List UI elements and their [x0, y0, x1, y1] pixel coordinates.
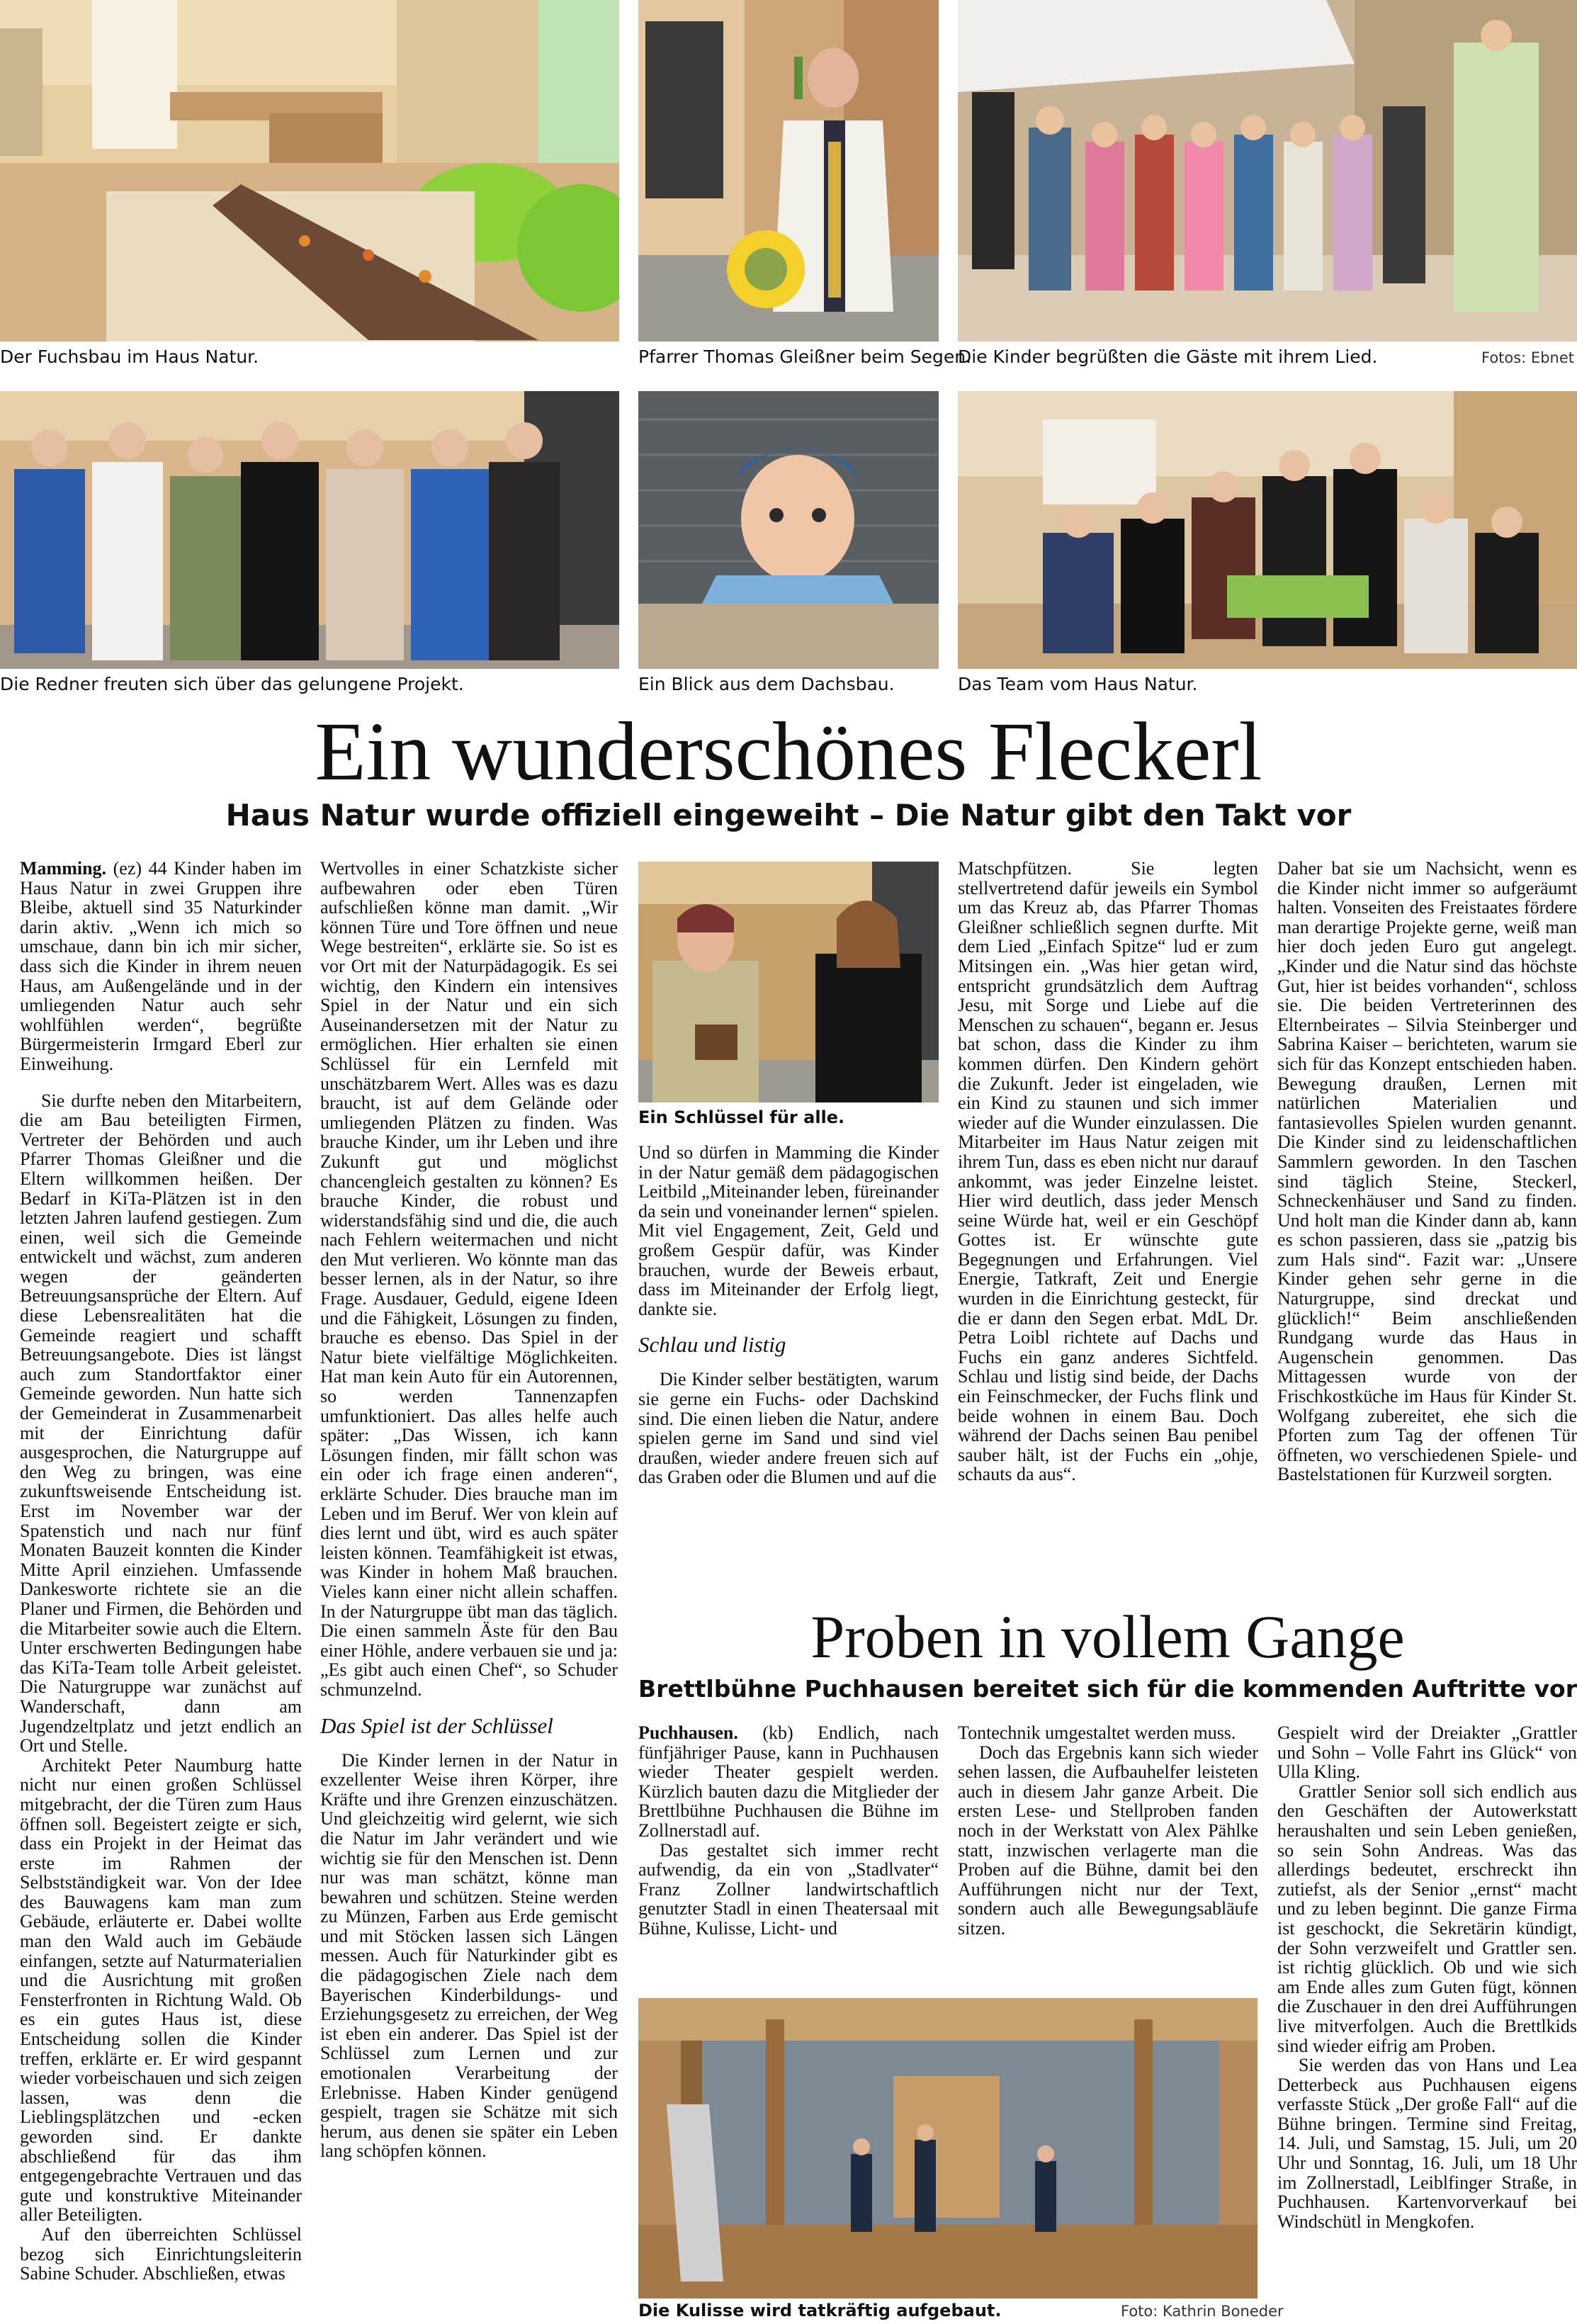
- article2-paragraph: Das gestaltet sich immer recht aufwendig, da ein von „Stadlvater“ Franz Zollner landwirtschaftlich genutzter Stadl in einen Theatersaal mit Bühne, Kulisse, Licht- und: [638, 1839, 939, 1939]
- article1-paragraph: Und so dürfen in Mamming die Kinder in der Natur gemäß dem pädagogischen Leitbild „Miteinander leben, füreinander da sein und voneinander lernen“ spielen. Mit viel Engagement, Zeit, Geld und großem Gespür dafür, was Kinder brauchen, wurde der Beweis erbaut, dass im Miteinander der Erfolg liegt, dankte sie.: [638, 1143, 939, 1319]
- caption-fuchsbau: Der Fuchsbau im Haus Natur.: [0, 346, 259, 367]
- article2-paragraph: Grattler Senior soll sich endlich aus den Geschäften der Autowerkstatt heraushalten und sein Leben genießen, so sein Sohn Andreas. Was das allerdings bedeutet, erschreckt ihn zutiefst, als der Senior „ernst“ macht und zu leben beginnt. Die ganze Firma ist geschockt, die Sekretärin kündigt, der Sohn verzweifelt und Grattler sen. ist richtig glücklich. Ob und wie sich am Ende alles zum Guten fügt, können die Zuschauer in den drei Aufführungen live mitverfolgen. Auch die Brettlkids sind wieder eifrig am Proben.: [1277, 1781, 1577, 2056]
- article2-column-3: [1277, 1723, 1577, 2324]
- article1-paragraph: (ez) 44 Kinder haben im Haus Natur in zwei Gruppen ihre Bleibe, aktuell sind 35 Naturkinder darin aktiv. „Wenn ich mich so umschaue, dann bin ich mir sicher, dass sich die Kinder in ihrem neuen Haus, am Außengelände und in der umliegenden Natur auch sehr wohlfühlen werden“, begrüßte Bürgermeisterin Irmgard Eberl zur Einweihung.: [20, 859, 302, 1074]
- article1-paragraph: Die Kinder lernen in der Natur in exzellenter Weise ihren Körper, ihre Kräfte und ihre Grenzen einzuschätzen. Und gleichzeitig wird gelernt, wie sich die Natur im Jahr verändert und wie wichtig sie für den Menschen ist. Denn nur was man schätzt, könne man bewahren und schützen. Steine werden zu Münzen, Farben aus Erde gemischt und mit Stöcken lassen sich Längen messen. Auch für Naturkinder gibt es die pädagogischen Ziele nach dem Bayerischen Kinderbildungs- und Erziehungsgesetz zu erreichen, der Weg ist eben ein anderer. Das Spiel ist der Schlüssel zum Lernen und zur emotionalen Verarbeitung der Erlebnisse. Haben Kinder genügend gespielt, tragen sie Schätze mit sich herum, aus denen sie später ein Leben lang schöpfen können.: [320, 1749, 618, 2162]
- article1-dateline: Mamming.: [20, 859, 107, 879]
- caption-kinder-lied: Die Kinder begrüßten die Gäste mit ihrem Lied.: [958, 346, 1378, 367]
- article1-column-4: [958, 859, 1258, 1576]
- photo-schluessel: [638, 862, 939, 1102]
- article1-column-1: [20, 859, 302, 2324]
- article1-paragraph: Architekt Peter Naumburg hatte nicht nur einen großen Schlüssel mitgebracht, der die Türen zum Haus öffnen soll. Begeistert zeigte er sich, dass ein Projekt in der Heimat das erste im Rahmen der Selbstständigkeit war. Von der Idee des Bauwagens kam man zum Gebäude, erläuterte er. Dabei wollte man den Wald auch im Gebäude einfangen, setzte auf Naturmaterialien und die Ausrichtung mit großen Fensterfronten in Richtung Wald. Ob es ein gutes Haus ist, diese Entscheidung sollen die Kinder treffen, erklärte er. Er wird gespannt wieder vorbeischauen und sich zeigen lassen, was denn die Lieblingsplätzchen und -ecken geworden sind. Er dankte abschließend für das ihm entgegengebrachte Vertrauen und das gute und konstruktive Miteinander aller Beteiligten.: [20, 1754, 302, 2226]
- photo-redner: [0, 391, 619, 669]
- photo-kulisse: [638, 1998, 1257, 2298]
- article1-column-5: [1277, 859, 1577, 1576]
- caption-team: Das Team vom Haus Natur.: [958, 674, 1198, 694]
- article2-column-1: [638, 1723, 939, 1992]
- article1-paragraph: Daher bat sie um Nachsicht, wenn es die Kinder nicht immer so aufgeräumt halten. Vonseiten des Freistaates fördere man derartige Projekte gerne, weiß man hier doch jeden Euro gut angelegt. „Kinder und die Natur sind das höchste Gut, hier ist beides vorhanden“, schloss sie. Die beiden Vertreterinnen des Elternbeirates – Silvia Steinberger und Sabrina Kaiser – berichteten, warum sie sich für das Konzept entschieden haben. Bewegung draußen, Lernen mit natürlichen Materialien und fantasievolles Spielen wurden genannt. Die Kinder sind zu leidenschaftlichen Sammlern geworden. In den Taschen sind täglich Steine, Steckerl, Schneckenhäuser und Sand zu finden. Und holt man die Kinder dann ab, kann es schon passieren, dass sie „patzig bis zum Hals sind“. Fazit war: „Unsere Kinder gehen sehr gerne in die Naturgruppe, sind dreckat und glücklich!“ Beim anschließenden Rundgang wurde das Haus in Augenschein genommen. Das Mittagessen wurde von der Frischkostküche im Haus für Kinder St. Wolfgang zubereitet, ehe sich die Pforten zum Tag der offenen Tür öffneten, wo verschiedenen Spiele- und Bastelstationen für Kurzweil sorgten.: [1277, 859, 1577, 1485]
- article2-paragraph: Sie werden das von Hans und Lea Detterbeck aus Puchhausen eigens verfasste Stück „Der große Fall“ auf die Bühne bringen. Termine sind Freitag, 14. Juli, und Samstag, 15. Juli, um 20 Uhr und Sonntag, 16. Juli, um 18 Uhr im Zollnerstadl, Leiblfinger Straße, in Puchhausen. Kartenvorverkauf bei Windschütl in Mengkofen.: [1277, 2055, 1577, 2232]
- photo-dachsbau: [638, 391, 939, 669]
- photo-credit-ebnet: Fotos: Ebnet: [1481, 349, 1574, 366]
- caption-dachsbau: Ein Blick aus dem Dachsbau.: [638, 674, 895, 694]
- article1-column-3: [638, 1143, 939, 1575]
- caption-redner: Die Redner freuten sich über das gelungene Projekt.: [0, 674, 464, 694]
- article2-paragraph: Tontechnik umgestaltet werden muss.: [958, 1723, 1236, 1743]
- article2-headline: Proben in vollem Gange: [810, 1603, 1405, 1671]
- article2-dateline: Puchhausen.: [638, 1723, 738, 1743]
- article1-paragraph: Auf den überreichten Schlüssel bezog sich Einrichtungsleiterin Sabine Schuder. Abschließen, etwas: [20, 2223, 302, 2284]
- article1-paragraph: Wertvolles in einer Schatzkiste sicher aufbewahren oder eben Türen aufschließen könne man damit. „Wir können Türe und Tore öffnen und neue Wege bestreiten“, erklärte sie. So ist es vor Ort mit der Naturpädagogik. Es sei wichtig, den Kindern ein intensives Spiel in der Natur und ein sich Auseinandersetzen mit der Natur zu ermöglichen. Hier erhalten sie einen Schlüssel für ein Lernfeld mit unschätzbarem Wert. Alles was es dazu braucht, ist auf dem Gelände oder umliegenden Plätzen zu finden. Was brauche Kinder, um ihr Leben und ihre Zukunft gut und möglichst chancengleich gestalten zu können? Es brauche Kinder, die robust und widerstandsfähig sind und die, die auch nach Fehlern weitermachen und nicht den Mut verlieren. Wo könnte man das besser lernen, als in der Natur, so ihre Frage. Ausdauer, Geduld, eigene Ideen und die Fähigkeit, Lösungen zu finden, brauche es ebenso. Das Spiel in der Natur biete vielfältige Möglichkeiten. Hat man kein Auto für ein Autorennen, so werden Tannenzapfen umfunktioniert. Das alles helfe auch später: „Das Wissen, ich kann Lösungen finden, mir fällt schon was ein oder ich frage einen anderen“, erklärte Schuder. Dies brauche man im Leben und im Beruf. Wer von klein auf dies lernt und übt, wird es auch später leisten können. Teamfähigkeit ist etwas, was Kinder in hohem Maß brauchen. Vieles kann einer nicht allein schaffen. In der Naturgruppe übt man das täglich. Die einen sammeln Äste für den Bau einer Höhle, andere verbauen sie und ja: „Es gibt auch einen Chef“, so Schuder schmunzelnd.: [320, 859, 618, 1700]
- caption-pfarrer-segen: Pfarrer Thomas Gleißner beim Segen.: [638, 346, 972, 367]
- caption-kulisse: Die Kulisse wird tatkräftig aufgebaut.: [638, 2301, 1002, 2320]
- caption-schluessel: Ein Schlüssel für alle.: [638, 1107, 845, 1127]
- article2-paragraph: (kb) Endlich, nach fünfjähriger Pause, kann in Puchhausen wieder Theater gespielt werden. Kürzlich bauten dazu die Mitglieder der Brettlbühne Puchhausen die Bühne im Zollnerstadl auf.: [638, 1723, 939, 1841]
- photo-credit-boneder: Foto: Kathrin Boneder: [1121, 2303, 1284, 2320]
- photo-team: [958, 391, 1577, 669]
- article2-paragraph: Gespielt wird der Dreiakter „Grattler und Sohn – Volle Fahrt ins Glück“ von Ulla Kling.: [1277, 1723, 1577, 1783]
- article2-column-2: [958, 1723, 1258, 1992]
- article1-subheadline: Haus Natur wurde offiziell eingeweiht – Die Natur gibt den Takt vor: [225, 798, 1352, 833]
- article1-headline: Ein wunderschönes Fleckerl: [315, 705, 1262, 798]
- article2-paragraph: Doch das Ergebnis kann sich wieder sehen lassen, die Aufbauhelfer leisteten auch in diesem Jahr ganze Arbeit. Die ersten Lese- und Stellproben fanden noch in der Werkstatt von Alex Pählke statt, inzwischen verlagerte man die Proben auf die Bühne, damit bei den Aufführungen nicht nur der Text, sondern auch alle Bewegungsabläufe sitzen.: [958, 1742, 1258, 1939]
- photo-pfarrer-segen: [638, 0, 939, 342]
- article1-paragraph: Die Kinder selber bestätigten, warum sie gerne ein Fuchs- oder Dachskind sind. Die einen lieben die Natur, andere spielen gerne im Sand und sind viel draußen, wieder andere freuen sich auf das Graben oder die Blumen und auf die: [638, 1369, 939, 1488]
- article1-subheading-schlau: Schlau und listig: [638, 1332, 786, 1358]
- article1-paragraph: Sie durfte neben den Mitarbeitern, die am Bau beteiligten Firmen, Vertreter der Behörden und auch Pfarrer Thomas Gleißner und die Eltern willkommen heißen. Der Bedarf in KiTa-Plätzen ist in den letzten Jahren laufend gestiegen. Zum einen, weil sich die Gemeinde entwickelt und wächst, zum anderen wegen der geänderten Betreuungsansprüche der Eltern. Auf diese Lebensrealitäten hat die Gemeinde reagiert und schafft Betreuungsangebote. Dies ist längst auch zum Standortfaktor einer Gemeinde geworden. Nun hatte sich der Gemeinderat in Zusammenarbeit mit der Einrichtung dafür ausgesprochen, die Naturgruppe auf den Weg zu bringen, was eine zukunftsweisende Entscheidung ist. Erst im November war der Spatenstich und nach nur fünf Monaten Bauzeit konnten die Kinder Mitte April einziehen. Umfassende Dankesworte richtete sie an die Planer und Firmen, die Behörden und die Mitarbeiter sowie auch die Eltern. Unter erschwerten Bedingungen habe das KiTa-Team tolle Arbeit geleistet. Die Naturgruppe war zunächst auf Wanderschaft, dann am Jugendzeltplatz und jetzt endlich an Ort und Stelle.: [20, 1090, 302, 1756]
- article1-column-2: [320, 859, 618, 2324]
- photo-kinder-lied: [958, 0, 1577, 342]
- article1-paragraph: Matschpfützen. Sie legten stellvertretend dafür jeweils ein Symbol um das Kreuz ab, das Pfarrer Thomas Gleißner schließlich segnen durfte. Mit dem Lied „Einfach Spitze“ lud er zum Mitsingen ein. „Was hier getan wird, entspricht grundsätzlich dem Auftrag Jesu, mit Sorge und Liebe auf die Menschen zu schauen“, begann er. Jesus bat schon, dass die Kinder zu ihm kommen dürfen. Den Kindern gehört die Zukunft. Jeder ist eingeladen, wie ein Kind zu staunen und sich immer wieder auf die Wunder einzulassen. Die Mitarbeiter im Haus Natur zeigen mit ihrem Tun, dass es eben nicht nur darauf ankommt, was jeder Einzelne leistet. Hier wird deutlich, dass jeder Mensch seine Würde hat, weil er ein Geschöpf Gottes ist. Er wünschte gute Begegnungen und Erfahrungen. Viel Energie, Tatkraft, Zeit und Energie wurden in die Einrichtung gesteckt, für die er dann den Segen erbat. MdL Dr. Petra Loibl richtete auf Dachs und Fuchs ein ganz anderes Sichtfeld. Schlau und listig sind beide, der Dachs ein Feinschmecker, der Fuchs flink und beide wohnen in einem Bau. Doch während der Dachs seinen Bau penibel sauber hält, ist der Fuchs ein „ohje, schauts da aus“.: [958, 859, 1258, 1485]
- article2-subheadline: Brettlbühne Puchhausen bereitet sich für die kommenden Auftritte vor: [638, 1675, 1577, 1703]
- article1-subheading-spiel: Das Spiel ist der Schlüssel: [320, 1713, 553, 1738]
- photo-fuchsbau: [0, 0, 619, 342]
